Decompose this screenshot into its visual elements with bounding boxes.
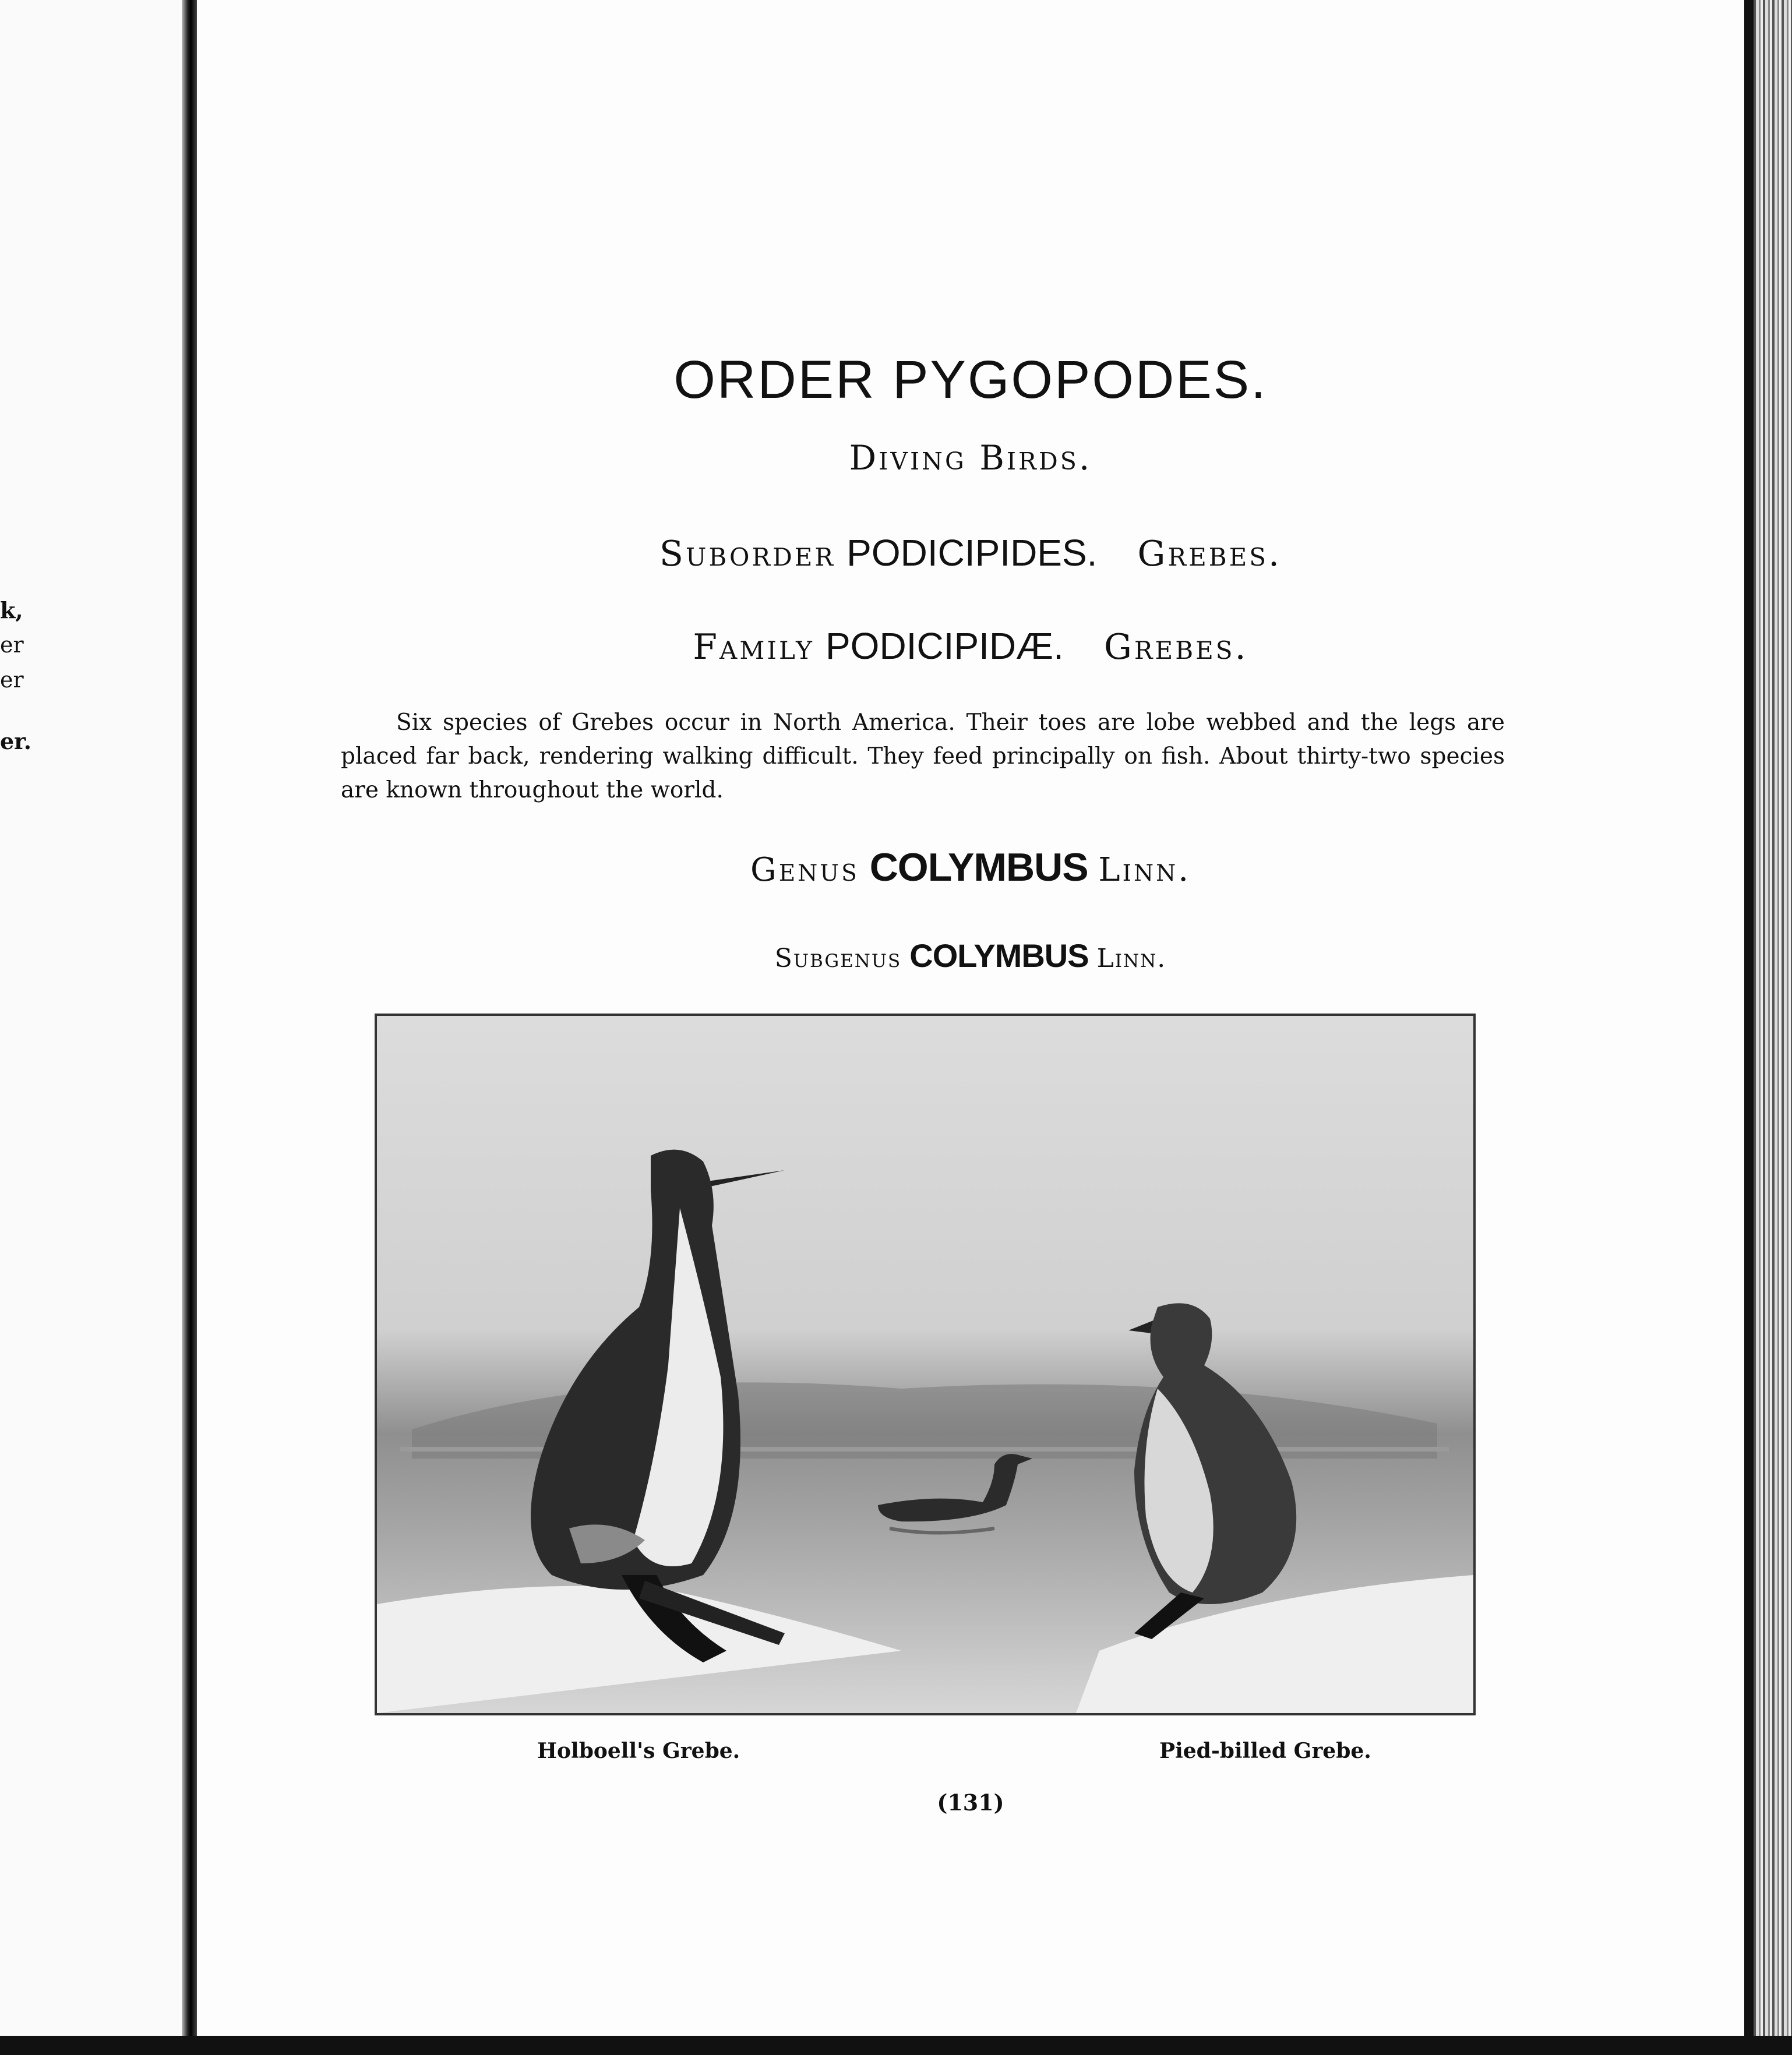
caption-pied-billed-grebe: Pied-billed Grebe. — [1159, 1739, 1371, 1763]
genus-name: COLYMBUS — [869, 845, 1088, 889]
family-heading — [197, 624, 1744, 668]
scan-bottom-border — [0, 2036, 1792, 2055]
suborder-name: PODICIPIDES. — [846, 532, 1098, 574]
suborder-heading — [197, 531, 1744, 574]
subgenus-authority: Linn. — [1096, 944, 1167, 973]
facing-page-fragment: k, — [0, 597, 23, 623]
subgenus-heading — [197, 937, 1744, 974]
book-gutter — [182, 0, 197, 2055]
order-title: ORDER PYGOPODES. — [673, 350, 1268, 409]
family-common: Grebes. — [1104, 627, 1248, 668]
family-description: Six species of Grebes occur in North America. Their toes are lobe webbed and the legs are placed far back, rendering walking difficult. They feed principally on fish. About thirty-two species are known throughout the world. — [341, 709, 1505, 803]
page-edge-shadow — [1744, 0, 1754, 2055]
facing-page — [0, 0, 192, 2055]
genus-authority: Linn. — [1098, 851, 1191, 889]
grebe-illustration-plate — [375, 1014, 1476, 1715]
caption-holboells-grebe: Holboell's Grebe. — [537, 1739, 740, 1763]
subgenus-rank: Subgenus — [774, 944, 902, 973]
facing-page-fragment: er — [0, 667, 24, 693]
suborder-common: Grebes. — [1137, 534, 1282, 574]
facing-page-fragment: er. — [0, 728, 31, 754]
page-number: (131) — [937, 1789, 1004, 1816]
family-rank: Family — [693, 627, 814, 668]
suborder-rank: Suborder — [659, 534, 836, 574]
genus-rank: Genus — [750, 851, 859, 889]
grebe-illustration — [377, 1016, 1473, 1713]
subgenus-name: COLYMBUS — [909, 937, 1089, 974]
order-common-name: Diving Birds. — [849, 438, 1092, 478]
family-name: PODICIPIDÆ. — [825, 625, 1064, 667]
facing-page-fragment: er — [0, 632, 24, 658]
genus-heading — [197, 845, 1744, 890]
